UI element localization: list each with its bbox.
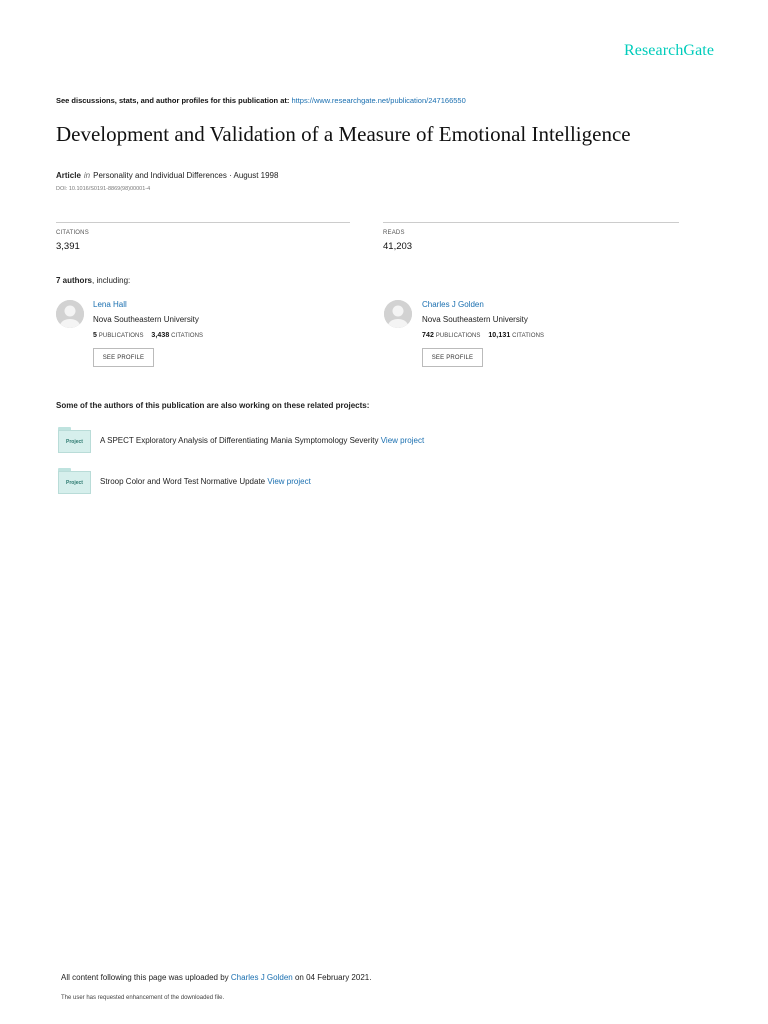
author-name-link[interactable]: Lena Hall [93,300,127,309]
upload-prefix: All content following this page was uploaded by [61,973,229,982]
publication-doi: DOI: 10.1016/S0191-8869(98)00001-4 [56,186,151,192]
project-icon-label: Project [66,438,83,445]
project-item [100,436,424,445]
publication-source-line [56,96,466,105]
authors-including: , including: [92,276,131,285]
project-item [100,477,311,486]
view-project-link[interactable]: View project [267,477,311,486]
enhancement-note: The user has requested enhancement of the downloaded file. [61,995,225,1001]
publication-type: Article [56,171,81,180]
project-title: A SPECT Exploratory Analysis of Differentiating Mania Symptomology Severity [100,436,379,445]
author-stats [93,332,203,339]
author-name-link[interactable]: Charles J Golden [422,300,484,309]
project-title: Stroop Color and Word Test Normative Update [100,477,266,486]
author-publications-count: 5 [93,332,97,339]
reads-label: READS [383,230,405,236]
publication-title: Development and Validation of a Measure of Emotional Intelligence [56,122,631,146]
see-discussions-text: See discussions, stats, and author profiles for this publication at: [56,96,290,105]
researchgate-logo[interactable]: ResearchGate [624,42,715,59]
authors-count: 7 authors [56,276,93,285]
author-publications-label: PUBLICATIONS [98,333,144,339]
see-profile-button[interactable]: SEE PROFILE [422,348,483,367]
avatar-icon[interactable] [56,300,84,328]
author-institution: Nova Southeastern University [93,315,199,324]
publication-url-link[interactable]: https://www.researchgate.net/publication/247166550 [291,96,466,105]
citations-count: 3,391 [56,241,80,252]
upload-notice [61,973,371,982]
upload-suffix: on 04 February 2021. [294,973,372,982]
citations-label: CITATIONS [56,230,89,236]
author-citations-count: 10,131 [488,332,511,339]
reads-count: 41,203 [383,241,413,252]
authors-heading [56,276,130,285]
author-citations-count: 3,438 [151,332,170,339]
author-citations-label: CITATIONS [171,333,204,339]
project-folder-icon[interactable] [58,427,91,453]
uploader-link[interactable]: Charles J Golden [230,973,293,982]
publication-in-label: in [83,171,91,180]
project-folder-icon[interactable] [58,468,91,494]
related-projects-heading: Some of the authors of this publication are also working on these related projects: [56,401,370,410]
citations-divider [56,222,350,223]
see-profile-button[interactable]: SEE PROFILE [93,348,154,367]
author-publications-label: PUBLICATIONS [435,333,481,339]
publication-venue-date: Personality and Individual Differences · August 1998 [93,171,279,180]
avatar-icon[interactable] [384,300,412,328]
publication-meta [56,171,278,180]
author-stats [422,332,544,339]
author-publications-count: 742 [422,332,434,339]
view-project-link[interactable]: View project [380,436,425,445]
author-institution: Nova Southeastern University [422,315,528,324]
author-citations-label: CITATIONS [512,333,545,339]
reads-divider [383,222,679,223]
project-icon-label: Project [66,479,83,486]
